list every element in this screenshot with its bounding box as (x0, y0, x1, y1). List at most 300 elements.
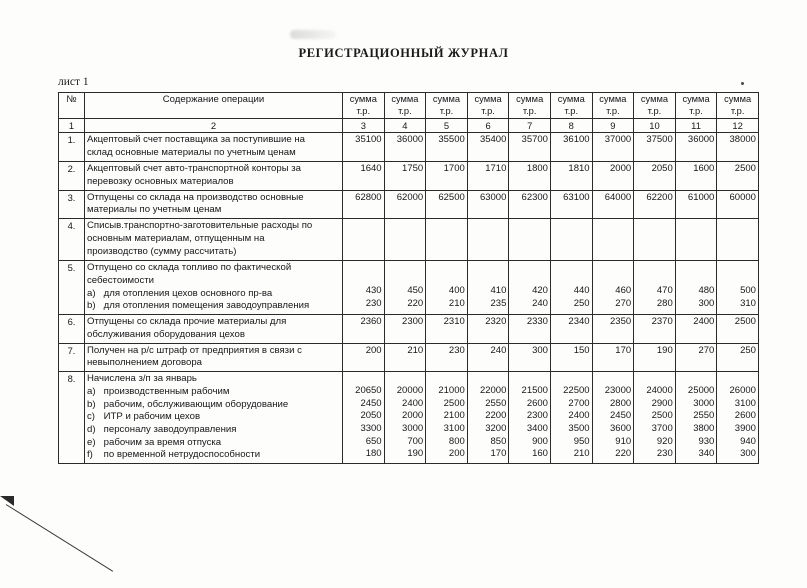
header-sum-4 (384, 93, 426, 119)
value-line: 2310 (443, 315, 465, 327)
value-line: 300 (740, 448, 756, 460)
sub-item (87, 288, 340, 301)
value-cell (426, 372, 468, 464)
row-number: 5. (59, 260, 85, 314)
value-cell (634, 314, 676, 343)
value-cell (717, 133, 759, 162)
header-sum-unit: т.р. (398, 105, 412, 116)
header-sum-label: сумма (724, 94, 752, 104)
value-spacer (636, 357, 673, 369)
description-line: Акцептовый счет авто-транспортной конторы за (87, 162, 302, 174)
header-sum-label: сумма (432, 94, 461, 104)
sub-item-letter: b) (87, 398, 96, 410)
header-sum-unit: т.р. (356, 105, 371, 116)
value-line: 26000 (729, 384, 756, 396)
value-cell (509, 219, 551, 261)
description-line: Отпущено со склада топливо по фактической (87, 261, 292, 273)
value-line: 24000 (646, 384, 673, 396)
value-line: 2600 (734, 410, 756, 422)
header-sum-label: сумма (682, 94, 710, 104)
value-spacer (428, 204, 465, 216)
row-number: 7. (59, 343, 85, 372)
row-number: 3. (59, 190, 85, 219)
corner-diagonal-line (6, 504, 113, 572)
value-line: 280 (656, 297, 673, 309)
sub-item-text: рабочим, обслуживающим оборудование (101, 398, 289, 410)
value-line: 38000 (729, 134, 756, 146)
value-line: 2550 (485, 397, 507, 409)
column-index-4: 4 (384, 119, 426, 133)
header-sum-label: сумма (557, 94, 585, 104)
header-number: № (59, 93, 85, 119)
value-line: 3100 (443, 422, 465, 434)
value-spacer (553, 147, 590, 159)
value-line: 2700 (568, 397, 590, 409)
value-cell (550, 260, 592, 314)
description-line: обслуживания оборудования цехов (87, 328, 245, 340)
value-line: 2800 (610, 397, 632, 409)
value-line: 62500 (438, 191, 465, 203)
value-spacer (553, 176, 590, 188)
description-line: Начислена з/п за январь (87, 373, 197, 385)
value-spacer (678, 147, 715, 159)
value-line: 36100 (563, 134, 590, 146)
value-line: 270 (698, 344, 715, 356)
value-spacer (387, 273, 424, 285)
value-spacer (595, 204, 632, 216)
value-line: 850 (490, 435, 507, 447)
value-spacer (428, 329, 465, 341)
value-line: 700 (407, 435, 424, 447)
value-spacer (511, 357, 548, 369)
value-line: 2360 (360, 315, 382, 327)
value-line: 3800 (693, 422, 715, 434)
value-line: 36000 (687, 134, 715, 146)
value-cell (467, 343, 509, 372)
value-cell (509, 314, 551, 343)
value-spacer (345, 273, 382, 285)
value-spacer (470, 329, 507, 341)
value-line: 410 (490, 285, 507, 296)
value-spacer (387, 373, 424, 385)
description-line: перевозку основных материалов (87, 175, 234, 187)
value-spacer (636, 147, 673, 159)
value-cell (467, 219, 509, 261)
value-spacer (387, 262, 424, 274)
header-sum-label: сумма (640, 94, 669, 104)
value-line: 2500 (443, 397, 465, 409)
value-spacer (678, 273, 715, 285)
value-spacer (595, 357, 632, 369)
header-sum-7 (509, 93, 551, 119)
value-cell (426, 161, 468, 190)
header-sum-12 (717, 93, 759, 119)
value-cell (717, 314, 759, 343)
value-cell (592, 161, 634, 190)
value-line: 62200 (646, 191, 673, 203)
row-description (85, 372, 343, 464)
value-spacer (428, 262, 465, 274)
row-description (85, 260, 343, 314)
value-spacer (428, 357, 465, 369)
sub-item (87, 300, 340, 313)
value-line: 60000 (729, 191, 756, 203)
value-cell (384, 260, 426, 314)
value-line: 2500 (734, 162, 756, 174)
value-spacer (636, 273, 673, 285)
column-index-3: 3 (343, 119, 385, 133)
value-cell (426, 343, 468, 372)
description-line: Списыв.транспортно-заготовительные расходы по (87, 220, 313, 232)
value-spacer (511, 176, 548, 188)
value-cell (550, 372, 592, 464)
value-cell (343, 190, 385, 219)
value-line: 450 (407, 285, 424, 296)
table-row (59, 260, 759, 314)
value-spacer (470, 262, 507, 274)
value-spacer (511, 329, 548, 341)
value-line: 20650 (355, 384, 382, 396)
description-line: производство (сумму рассчитать) (87, 245, 237, 257)
value-line: 480 (698, 285, 715, 296)
value-spacer (345, 357, 382, 369)
value-line: 240 (490, 344, 507, 356)
value-line: 2200 (485, 410, 507, 422)
value-cell (634, 133, 676, 162)
value-line: 62300 (521, 191, 548, 203)
value-cell (384, 314, 426, 343)
value-cell (634, 260, 676, 314)
value-spacer (719, 329, 756, 341)
value-line: 2100 (443, 410, 465, 422)
value-cell (509, 133, 551, 162)
description-line: материалы по учетным ценам (87, 204, 222, 216)
value-cell (467, 372, 509, 464)
value-line: 2000 (610, 162, 632, 174)
row-number: 8. (59, 372, 85, 464)
value-line: 3900 (734, 422, 756, 434)
table-row (59, 372, 759, 464)
sub-item-letter: b) (87, 300, 96, 312)
value-spacer (345, 373, 382, 385)
value-spacer (470, 373, 507, 385)
value-line: 22500 (563, 384, 590, 396)
column-index-12: 12 (717, 119, 759, 133)
row-number: 1. (59, 133, 85, 162)
header-sum-unit: т.р. (564, 105, 579, 116)
value-line: 25000 (687, 384, 715, 396)
value-spacer (553, 273, 590, 285)
value-line: 36000 (396, 134, 424, 146)
sub-item-text: ИТР и рабочим цехов (101, 411, 201, 423)
value-cell (675, 190, 717, 219)
value-line: 230 (656, 448, 673, 460)
value-cell (467, 133, 509, 162)
value-cell (426, 260, 468, 314)
value-line: 63100 (563, 191, 590, 203)
value-line: 61000 (687, 191, 715, 203)
description-line: склад основные материалы по учетным ценам (87, 147, 296, 159)
column-index-7: 7 (509, 119, 551, 133)
value-cell (634, 372, 676, 464)
value-cell (343, 219, 385, 261)
row-number: 2. (59, 161, 85, 190)
value-line: 62800 (355, 191, 382, 203)
value-cell (509, 260, 551, 314)
description-line: Получен на р/с штраф от предприятия в связи с (87, 344, 302, 356)
header-sum-label: сумма (349, 94, 377, 104)
header-sum-10 (634, 93, 676, 119)
value-line: 430 (365, 285, 382, 296)
value-cell (467, 190, 509, 219)
row-description (85, 190, 343, 219)
value-cell (384, 133, 426, 162)
value-cell (343, 372, 385, 464)
value-spacer (719, 357, 756, 369)
row-number: 6. (59, 314, 85, 343)
value-spacer (428, 273, 465, 285)
value-line: 1700 (443, 162, 465, 174)
value-line: 3000 (693, 397, 715, 409)
value-line: 460 (615, 285, 632, 296)
sub-item (87, 424, 340, 437)
value-cell (717, 343, 759, 372)
value-cell (634, 161, 676, 190)
value-line: 23000 (604, 384, 632, 396)
page-corner-mark (0, 496, 120, 588)
value-line: 2050 (651, 162, 673, 174)
value-cell (675, 372, 717, 464)
value-line: 150 (573, 344, 590, 356)
value-line: 22000 (479, 384, 507, 396)
value-spacer (595, 176, 632, 188)
column-index-10: 10 (634, 119, 676, 133)
sub-item-letter: c) (87, 411, 95, 423)
value-cell (717, 372, 759, 464)
sub-item (87, 437, 340, 450)
value-spacer (595, 373, 632, 385)
value-spacer (595, 147, 632, 159)
value-line: 2300 (526, 410, 548, 422)
value-line: 2450 (360, 397, 382, 409)
column-index-11: 11 (675, 119, 717, 133)
value-cell (343, 161, 385, 190)
value-spacer (345, 329, 382, 341)
value-line: 210 (573, 448, 590, 460)
value-line: 35700 (521, 134, 548, 146)
value-line: 930 (698, 435, 715, 447)
value-line: 500 (740, 285, 756, 296)
value-cell (343, 314, 385, 343)
value-line: 2400 (402, 397, 424, 409)
value-line: 1800 (526, 162, 548, 174)
value-line: 2600 (526, 397, 548, 409)
value-cell (592, 372, 634, 464)
value-cell (634, 219, 676, 261)
sub-item-letter: f) (87, 449, 93, 461)
value-line: 1810 (568, 162, 590, 174)
value-cell (426, 219, 468, 261)
sub-item-text: по временной нетрудоспособности (101, 449, 261, 461)
header-sum-unit: т.р. (730, 105, 745, 116)
value-spacer (678, 262, 715, 274)
value-spacer (595, 262, 632, 274)
value-line: 220 (615, 448, 632, 460)
sub-item-letter: e) (87, 436, 96, 448)
value-line: 21500 (521, 384, 548, 396)
value-cell (675, 343, 717, 372)
value-line: 3400 (526, 422, 548, 434)
value-cell (384, 161, 426, 190)
sub-item-letter: a) (87, 287, 96, 299)
value-line: 3200 (485, 422, 507, 434)
row-description (85, 343, 343, 372)
header-sum-label: сумма (474, 94, 502, 104)
value-line: 920 (656, 435, 673, 447)
value-cell (550, 343, 592, 372)
value-line: 2330 (526, 315, 548, 327)
value-spacer (345, 147, 382, 159)
value-spacer (719, 176, 756, 188)
value-cell (343, 260, 385, 314)
value-spacer (470, 176, 507, 188)
value-cell (550, 219, 592, 261)
value-line: 2300 (402, 315, 424, 327)
value-line: 190 (656, 344, 673, 356)
value-cell (384, 343, 426, 372)
value-spacer (511, 204, 548, 216)
header-sum-3 (343, 93, 385, 119)
header-sum-unit: т.р. (481, 105, 495, 116)
value-spacer (719, 262, 756, 274)
value-cell (717, 260, 759, 314)
header-sum-unit: т.р. (689, 105, 703, 116)
value-cell (426, 314, 468, 343)
value-spacer (553, 373, 590, 385)
header-sum-unit: т.р. (439, 105, 454, 116)
value-cell (592, 190, 634, 219)
value-cell (592, 219, 634, 261)
scan-speck (741, 82, 744, 85)
value-cell (592, 314, 634, 343)
value-spacer (387, 147, 424, 159)
value-line: 170 (490, 448, 507, 460)
value-cell (717, 190, 759, 219)
value-line: 1750 (402, 162, 424, 174)
value-line: 440 (573, 285, 590, 296)
value-line: 270 (615, 297, 632, 309)
journal-table-wrapper (58, 92, 758, 464)
value-line: 240 (532, 297, 548, 309)
value-spacer (345, 204, 382, 216)
value-line: 37500 (646, 134, 673, 146)
value-line: 250 (740, 344, 756, 356)
description-line: невыполнением договора (87, 357, 202, 369)
value-spacer (345, 262, 382, 274)
value-spacer (553, 329, 590, 341)
column-index-1: 1 (59, 119, 85, 133)
value-spacer (636, 204, 673, 216)
value-line: 35500 (438, 134, 465, 146)
value-cell (384, 219, 426, 261)
value-cell (634, 190, 676, 219)
header-description: Содержание операции (85, 93, 343, 119)
value-line: 37000 (604, 134, 632, 146)
value-cell (675, 133, 717, 162)
scan-smudge (290, 30, 336, 39)
value-cell (467, 260, 509, 314)
value-line: 220 (407, 297, 424, 309)
value-line: 900 (532, 435, 548, 447)
value-cell (675, 260, 717, 314)
value-line: 3600 (610, 422, 632, 434)
value-spacer (636, 262, 673, 274)
value-cell (467, 161, 509, 190)
value-spacer (553, 262, 590, 274)
value-line: 940 (740, 435, 756, 447)
value-cell (509, 372, 551, 464)
value-spacer (678, 357, 715, 369)
journal-table (58, 92, 759, 464)
column-index-5: 5 (426, 119, 468, 133)
value-cell (592, 343, 634, 372)
table-header-row (59, 93, 759, 119)
value-cell (592, 260, 634, 314)
value-line: 230 (448, 344, 465, 356)
sub-item (87, 399, 340, 412)
value-cell (550, 133, 592, 162)
value-spacer (636, 329, 673, 341)
sub-item (87, 449, 340, 462)
value-line: 910 (615, 435, 632, 447)
value-line: 300 (532, 344, 548, 356)
sub-item-text: производственным рабочим (101, 386, 230, 398)
table-row (59, 343, 759, 372)
value-cell (550, 161, 592, 190)
value-line: 3300 (360, 422, 382, 434)
value-spacer (470, 273, 507, 285)
description-line: Отпущены со склада прочие материалы для (87, 315, 287, 327)
value-line: 63000 (479, 191, 507, 203)
header-sum-label: сумма (599, 94, 627, 104)
value-line: 62000 (396, 191, 424, 203)
value-line: 300 (698, 297, 715, 309)
value-line: 800 (448, 435, 465, 447)
value-line: 170 (615, 344, 632, 356)
value-cell (717, 219, 759, 261)
value-cell (343, 343, 385, 372)
column-index-row (59, 119, 759, 133)
value-cell (509, 161, 551, 190)
header-sum-6 (467, 93, 509, 119)
value-line: 3100 (734, 397, 756, 409)
value-spacer (511, 262, 548, 274)
table-row (59, 314, 759, 343)
header-sum-label: сумма (516, 94, 544, 104)
sub-item (87, 411, 340, 424)
value-cell (634, 343, 676, 372)
value-spacer (470, 204, 507, 216)
value-line: 21000 (438, 384, 465, 396)
value-line: 2400 (568, 410, 590, 422)
value-spacer (595, 273, 632, 285)
value-cell (592, 133, 634, 162)
value-line: 2900 (651, 397, 673, 409)
value-line: 650 (365, 435, 382, 447)
value-spacer (387, 329, 424, 341)
table-row (59, 219, 759, 261)
header-sum-5 (426, 93, 468, 119)
